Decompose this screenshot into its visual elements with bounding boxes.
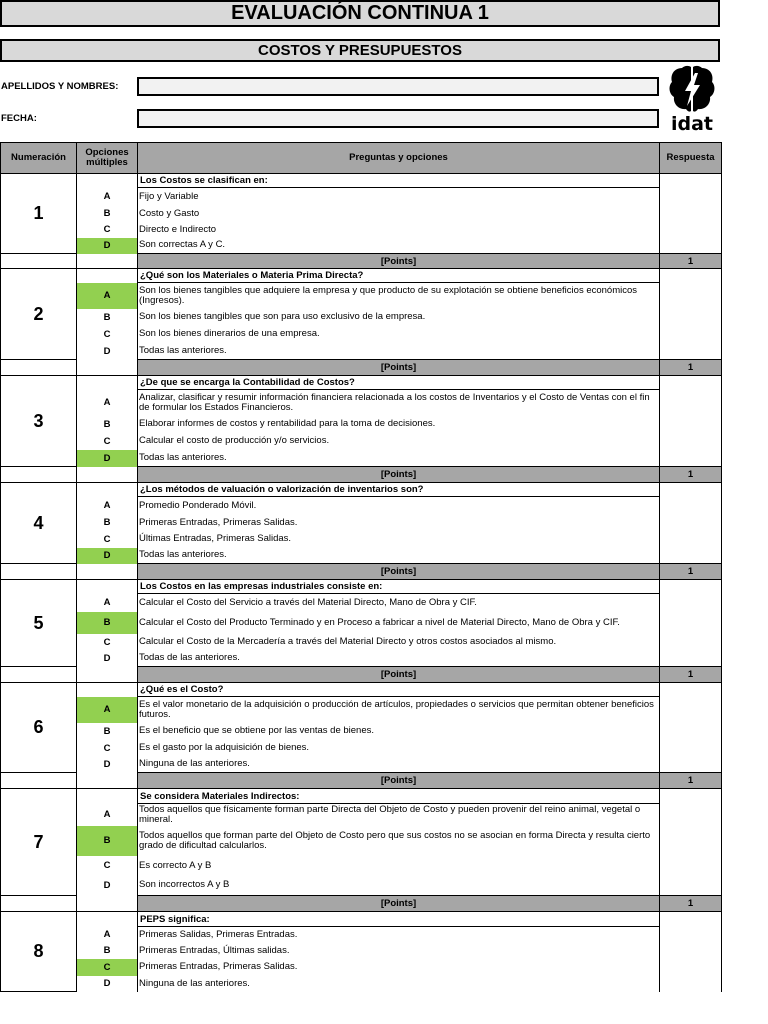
points-row (1, 667, 722, 683)
option-letter: C (77, 856, 138, 876)
option-row (1, 876, 722, 896)
option-text: Costo y Gasto (138, 206, 660, 222)
option-row (1, 697, 722, 723)
option-text: Promedio Ponderado Móvil. (138, 497, 660, 515)
option-row (1, 531, 722, 548)
option-text: Calcular el costo de producción y/o servicios. (138, 433, 660, 450)
option-row (1, 804, 722, 826)
option-row (1, 757, 722, 773)
option-text: Directo e Indirecto (138, 222, 660, 238)
date-field[interactable] (137, 109, 659, 128)
question-number: 2 (1, 269, 77, 360)
option-text: Todos aquellos que forman parte del Objeto de Costo pero que sus costos no se asocian en forma Directa y resulta cierto grado de dificultad calcularlos. (138, 826, 660, 856)
option-text: Últimas Entradas, Primeras Salidas. (138, 531, 660, 548)
option-text: Fijo y Variable (138, 188, 660, 206)
points-row (1, 467, 722, 483)
option-row (1, 206, 722, 222)
option-letter: B (77, 309, 138, 326)
option-letter-blank (77, 912, 138, 927)
option-text: Son correctas A y C. (138, 238, 660, 254)
option-row (1, 515, 722, 531)
question-row (1, 174, 722, 188)
option-text: Ninguna de las anteriores. (138, 976, 660, 992)
question-text: ¿Qué es el Costo? (138, 683, 660, 697)
option-letter: D (77, 238, 138, 254)
option-text: Son los bienes tangibles que son para uso exclusivo de la empresa. (138, 309, 660, 326)
option-letter: D (77, 548, 138, 564)
option-row (1, 740, 722, 757)
document-subtitle: COSTOS Y PRESUPUESTOS (0, 39, 720, 62)
points-label: [Points] (138, 773, 660, 789)
question-text: ¿Los métodos de valuación o valorización de inventarios son? (138, 483, 660, 497)
option-letter-blank (77, 174, 138, 188)
question-number: 8 (1, 912, 77, 992)
points-label: [Points] (138, 360, 660, 376)
date-label: FECHA: (1, 113, 37, 124)
option-letter: B (77, 723, 138, 740)
points-row (1, 896, 722, 912)
option-letter: C (77, 740, 138, 757)
option-row (1, 309, 722, 326)
points-spacer (77, 467, 138, 483)
document-title: EVALUACIÓN CONTINUA 1 (0, 0, 720, 27)
option-row (1, 723, 722, 740)
points-spacer (1, 467, 77, 483)
option-row (1, 390, 722, 416)
option-row (1, 612, 722, 634)
option-text: Ninguna de las anteriores. (138, 757, 660, 773)
question-text: ¿Qué son los Materiales o Materia Prima Directa? (138, 269, 660, 283)
points-spacer (77, 773, 138, 789)
option-letter-blank (77, 376, 138, 390)
answer-cell[interactable] (660, 912, 722, 992)
header-numeracion: Numeración (1, 143, 77, 174)
option-text: Todos aquellos que físicamente forman parte Directa del Objeto de Costo y pueden provenir del reino animal, vegetal o mineral. (138, 804, 660, 826)
option-row (1, 238, 722, 254)
points-spacer (77, 564, 138, 580)
questions-body (1, 174, 722, 992)
option-row (1, 943, 722, 959)
option-text: Todas las anteriores. (138, 343, 660, 360)
question-row (1, 683, 722, 697)
option-row (1, 416, 722, 433)
option-letter: B (77, 416, 138, 433)
name-label: APELLIDOS Y NOMBRES: (1, 81, 119, 92)
question-text: Los Costos se clasifican en: (138, 174, 660, 188)
question-row (1, 483, 722, 497)
answer-cell[interactable] (660, 483, 722, 564)
option-letter: D (77, 757, 138, 773)
option-letter: A (77, 390, 138, 416)
question-row (1, 269, 722, 283)
option-text: Elaborar informes de costos y rentabilidad para la toma de decisiones. (138, 416, 660, 433)
option-text: Es el valor monetario de la adquisición o producción de artículos, propiedades o servicios que permitan obtener beneficios futuros. (138, 697, 660, 723)
logo-text: idat (670, 113, 714, 135)
points-value: 1 (660, 773, 722, 789)
option-row (1, 222, 722, 238)
points-spacer (1, 564, 77, 580)
option-row (1, 959, 722, 976)
option-row (1, 548, 722, 564)
points-spacer (77, 896, 138, 912)
name-field[interactable] (137, 77, 659, 96)
option-row (1, 927, 722, 943)
points-spacer (1, 667, 77, 683)
points-row (1, 254, 722, 269)
option-letter: D (77, 976, 138, 992)
question-text: ¿De que se encarga la Contabilidad de Costos? (138, 376, 660, 390)
option-row (1, 497, 722, 515)
option-letter: D (77, 651, 138, 667)
points-spacer (1, 896, 77, 912)
points-value: 1 (660, 667, 722, 683)
option-letter-blank (77, 789, 138, 804)
option-letter: C (77, 433, 138, 450)
question-text: Los Costos en las empresas industriales consiste en: (138, 580, 660, 594)
answer-cell[interactable] (660, 683, 722, 773)
question-row (1, 789, 722, 804)
question-number: 7 (1, 789, 77, 896)
answer-cell[interactable] (660, 174, 722, 254)
option-row (1, 188, 722, 206)
option-text: Es el gasto por la adquisición de bienes. (138, 740, 660, 757)
option-letter: A (77, 283, 138, 309)
option-text: Calcular el Costo del Servicio a través del Material Directo, Mano de Obra y CIF. (138, 594, 660, 612)
questions-table (0, 142, 722, 992)
points-label: [Points] (138, 896, 660, 912)
points-value: 1 (660, 564, 722, 580)
points-value: 1 (660, 254, 722, 269)
option-letter-blank (77, 269, 138, 283)
option-row (1, 433, 722, 450)
option-letter: A (77, 927, 138, 943)
option-row (1, 326, 722, 343)
header-preguntas: Preguntas y opciones (138, 143, 660, 174)
option-letter: A (77, 697, 138, 723)
option-letter: C (77, 326, 138, 343)
option-text: Calcular el Costo de la Mercadería a través del Material Directo y otros costos asociados al mismo. (138, 634, 660, 651)
points-row (1, 564, 722, 580)
points-spacer (1, 773, 77, 789)
question-number: 5 (1, 580, 77, 667)
option-letter: D (77, 450, 138, 467)
option-row (1, 450, 722, 467)
answer-cell[interactable] (660, 580, 722, 667)
header-respuesta: Respuesta (660, 143, 722, 174)
option-row (1, 283, 722, 309)
points-row (1, 773, 722, 789)
option-letter: C (77, 634, 138, 651)
option-letter: A (77, 497, 138, 515)
option-letter: A (77, 594, 138, 612)
answer-cell[interactable] (660, 789, 722, 896)
option-letter: C (77, 222, 138, 238)
option-letter: C (77, 959, 138, 976)
option-text: Primeras Entradas, Primeras Salidas. (138, 515, 660, 531)
points-spacer (1, 360, 77, 376)
option-text: Primeras Entradas, Últimas salidas. (138, 943, 660, 959)
option-text: Son incorrectos A y B (138, 876, 660, 896)
option-text: Es el beneficio que se obtiene por las ventas de bienes. (138, 723, 660, 740)
points-label: [Points] (138, 564, 660, 580)
option-letter: D (77, 876, 138, 896)
option-letter-blank (77, 483, 138, 497)
points-label: [Points] (138, 667, 660, 683)
option-row (1, 856, 722, 876)
option-letter-blank (77, 683, 138, 697)
option-text: Primeras Salidas, Primeras Entradas. (138, 927, 660, 943)
question-row (1, 580, 722, 594)
option-text: Es correcto A y B (138, 856, 660, 876)
points-label: [Points] (138, 254, 660, 269)
option-row (1, 826, 722, 856)
points-spacer (77, 254, 138, 269)
option-letter: A (77, 188, 138, 206)
option-letter: C (77, 531, 138, 548)
option-row (1, 594, 722, 612)
question-text: Se considera Materiales Indirectos: (138, 789, 660, 804)
question-number: 3 (1, 376, 77, 467)
option-text: Todas las anteriores. (138, 450, 660, 467)
points-label: [Points] (138, 467, 660, 483)
option-row (1, 343, 722, 360)
question-number: 6 (1, 683, 77, 773)
question-text: PEPS significa: (138, 912, 660, 927)
option-letter: B (77, 943, 138, 959)
option-letter-blank (77, 580, 138, 594)
question-number: 1 (1, 174, 77, 254)
option-letter: B (77, 206, 138, 222)
idat-logo (666, 64, 718, 136)
brain-icon (668, 64, 716, 114)
option-text: Todas de las anteriores. (138, 651, 660, 667)
question-number: 4 (1, 483, 77, 564)
option-text: Calcular el Costo del Producto Terminado y en Proceso a fabricar a nivel de Material Directo, Mano de Obra y CIF. (138, 612, 660, 634)
answer-cell[interactable] (660, 376, 722, 467)
option-text: Primeras Entradas, Primeras Salidas. (138, 959, 660, 976)
option-letter: D (77, 343, 138, 360)
question-row (1, 912, 722, 927)
question-row (1, 376, 722, 390)
option-row (1, 651, 722, 667)
answer-cell[interactable] (660, 269, 722, 360)
points-spacer (77, 360, 138, 376)
option-letter: A (77, 804, 138, 826)
points-value: 1 (660, 467, 722, 483)
option-row (1, 976, 722, 992)
points-spacer (77, 667, 138, 683)
option-text: Son los bienes tangibles que adquiere la empresa y que producto de su explotación se obtiene beneficios económicos (Ingresos). (138, 283, 660, 309)
option-text: Analizar, clasificar y resumir información financiera relacionada a los costos de Inventarios y el Costo de Ventas con el fin de formular los Estados Financieros. (138, 390, 660, 416)
points-value: 1 (660, 360, 722, 376)
points-spacer (1, 254, 77, 269)
points-row (1, 360, 722, 376)
option-letter: B (77, 826, 138, 856)
option-row (1, 634, 722, 651)
option-letter: B (77, 515, 138, 531)
option-text: Todas las anteriores. (138, 548, 660, 564)
points-value: 1 (660, 896, 722, 912)
option-text: Son los bienes dinerarios de una empresa. (138, 326, 660, 343)
header-opciones: Opciones múltiples (77, 143, 138, 174)
option-letter: B (77, 612, 138, 634)
